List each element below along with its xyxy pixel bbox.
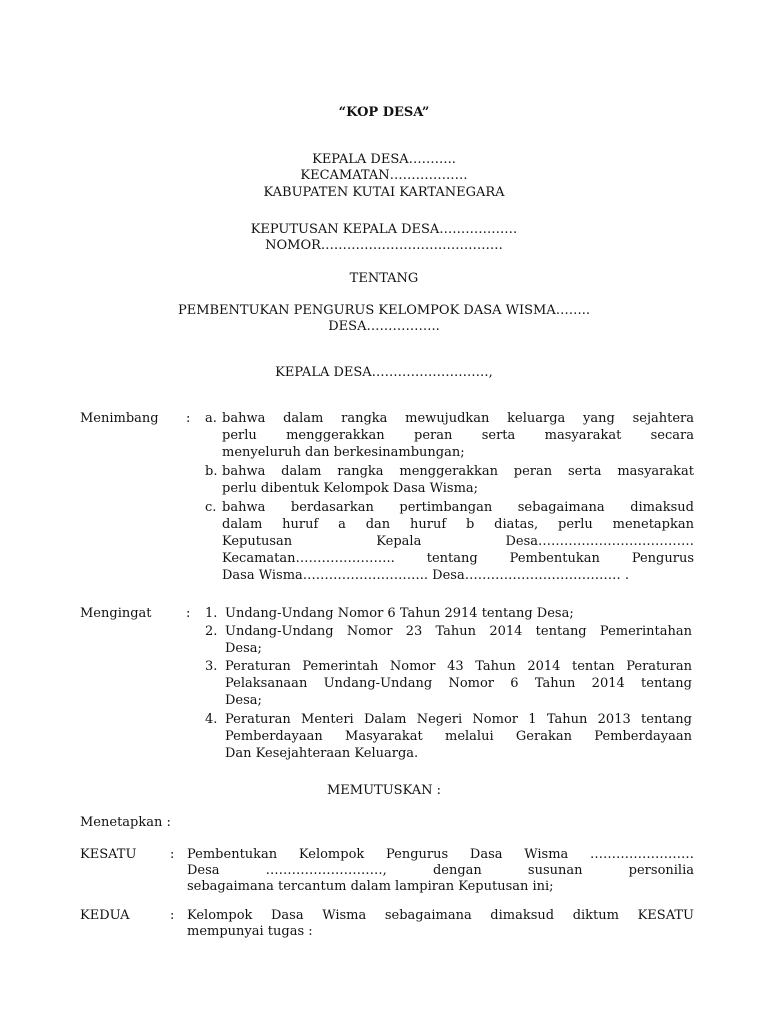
- kedua-label: KEDUA: [80, 908, 130, 923]
- kesatu-colon: :: [170, 847, 175, 862]
- menimbang-colon: :: [186, 411, 191, 426]
- menimbang-c-line-5: Dasa Wisma……………………….. Desa……………………………… .: [222, 568, 629, 583]
- menimbang-a-line-3: menyeluruh dan berkesinambungan;: [222, 445, 465, 460]
- menimbang-marker-c: c.: [205, 500, 217, 515]
- mengingat-marker-1: 1.: [205, 606, 218, 621]
- menimbang-label: Menimbang: [80, 411, 159, 426]
- kesatu-label: KESATU: [80, 847, 137, 862]
- kop-desa-title: “KOP DESA”: [338, 105, 430, 120]
- kedua-colon: :: [170, 908, 175, 923]
- menetapkan-label: Menetapkan :: [80, 815, 171, 830]
- kesatu-line-1: Pembentukan Kelompok Pengurus Dasa Wisma ……………………: [187, 847, 694, 862]
- kabupaten-heading: KABUPATEN KUTAI KARTANEGARA: [263, 185, 505, 200]
- menimbang-b-line-2: perlu dibentuk Kelompok Dasa Wisma;: [222, 481, 479, 496]
- menimbang-marker-b: b.: [205, 464, 218, 479]
- mengingat-4-line-2: Pemberdayaan Masyarakat melalui Gerakan Pemberdayaan: [225, 729, 692, 744]
- menimbang-c-line-4: Kecamatan………………….. tentang Pembentukan Pengurus: [222, 551, 694, 566]
- menimbang-c-line-2: dalam huruf a dan huruf b diatas, perlu menetapkan: [222, 517, 694, 532]
- menimbang-c-line-3: Keputusan Kepala Desa………………………………: [222, 534, 694, 549]
- mengingat-3-line-2: Pelaksanaan Undang-Undang Nomor 6 Tahun 2014 tentang: [225, 676, 692, 691]
- mengingat-3-line-3: Desa;: [225, 693, 262, 708]
- menimbang-a-line-2: perlu menggerakkan peran serta masyarakat secara: [222, 428, 694, 443]
- kepala-desa-subheading: KEPALA DESA………………………,: [275, 365, 493, 380]
- mengingat-colon: :: [186, 606, 191, 621]
- kesatu-line-2: Desa ………………………, dengan susunan personilia: [187, 863, 694, 878]
- menimbang-c-line-1: bahwa berdasarkan pertimbangan sebagaimana dimaksud: [222, 500, 694, 515]
- mengingat-4-line-3: Dan Kesejahteraan Keluarga.: [225, 746, 419, 761]
- mengingat-marker-3: 3.: [205, 659, 218, 674]
- nomor-heading: NOMOR……………………………………: [265, 238, 503, 253]
- mengingat-marker-4: 4.: [205, 712, 218, 727]
- mengingat-marker-2: 2.: [205, 624, 218, 639]
- kepala-desa-heading: KEPALA DESA………..: [312, 152, 456, 167]
- kecamatan-heading: KECAMATAN………………: [300, 168, 468, 183]
- judul-line-2: DESA……………..: [328, 319, 440, 334]
- menimbang-b-line-1: bahwa dalam rangka menggerakkan peran serta masyarakat: [222, 464, 694, 479]
- menimbang-marker-a: a.: [205, 411, 217, 426]
- kedua-line-2: mempunyai tugas :: [187, 924, 313, 939]
- menimbang-a-line-1: bahwa dalam rangka mewujudkan keluarga yang sejahtera: [222, 411, 694, 426]
- keputusan-heading: KEPUTUSAN KEPALA DESA………………: [250, 222, 518, 237]
- kesatu-line-3: sebagaimana tercantum dalam lampiran Keputusan ini;: [187, 879, 554, 894]
- mengingat-2-line-1: Undang-Undang Nomor 23 Tahun 2014 tentang Pemerintahan: [225, 624, 692, 639]
- mengingat-label: Mengingat: [80, 606, 152, 621]
- tentang-heading: TENTANG: [349, 271, 419, 286]
- judul-line-1: PEMBENTUKAN PENGURUS KELOMPOK DASA WISMA……..: [177, 303, 591, 318]
- mengingat-3-line-1: Peraturan Pemerintah Nomor 43 Tahun 2014 tentan Peraturan: [225, 659, 692, 674]
- mengingat-2-line-2: Desa;: [225, 641, 262, 656]
- kedua-line-1: Kelompok Dasa Wisma sebagaimana dimaksud diktum KESATU: [187, 908, 694, 923]
- mengingat-1-line-1: Undang-Undang Nomor 6 Tahun 2914 tentang Desa;: [225, 606, 574, 621]
- memutuskan-heading: MEMUTUSKAN :: [326, 783, 442, 798]
- mengingat-4-line-1: Peraturan Menteri Dalam Negeri Nomor 1 Tahun 2013 tentang: [225, 712, 692, 727]
